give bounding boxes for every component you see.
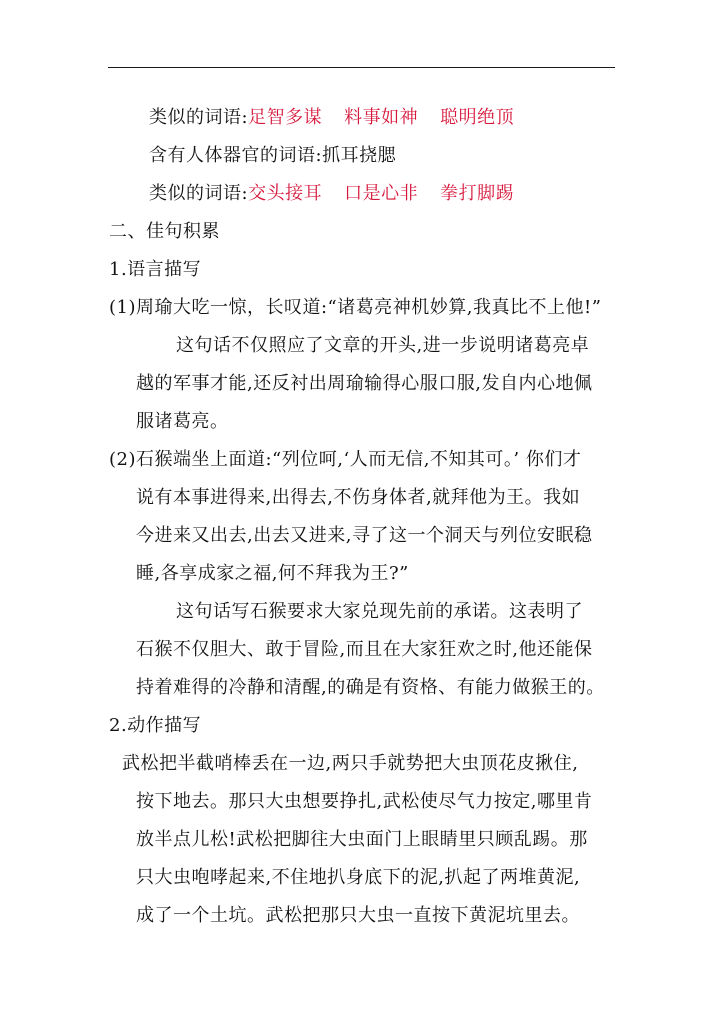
similar-words-label: 类似的词语:: [149, 107, 249, 128]
quote-line: (1)周瑜大吃一惊，长叹道:“诸葛亮神机妙算,我真比不上他!”: [109, 297, 602, 318]
header-rule: [108, 67, 615, 68]
subheading-language: 1.语言描写: [109, 259, 202, 280]
note-line: 石猴不仅胆大、敢于冒险,而且在大家狂欢之时,他还能保: [136, 639, 593, 660]
similar-word: 交头接耳: [248, 183, 323, 204]
note-line: 持着难得的冷静和清醒,的确是有资格、有能力做猴王的。: [136, 677, 605, 698]
similar-words-line-2: [149, 182, 514, 206]
similar-word: 拳打脚踢: [440, 183, 515, 204]
section-heading: 二、佳句积累: [109, 221, 220, 242]
passage-line: 只大虫咆哮起来,不住地扒身底下的泥,扒起了两堆黄泥,: [136, 867, 581, 888]
quote-line: (2)石猴端坐上面道:“列位呵,‘人而无信,不知其可。’ 你们才: [109, 449, 582, 470]
similar-word: 聪明绝顶: [440, 107, 515, 128]
similar-word: 口是心非: [344, 183, 419, 204]
similar-words-label: 类似的词语:: [149, 183, 249, 204]
organ-words-label: 含有人体器官的词语:: [149, 145, 323, 166]
passage-line: 成了一个土坑。武松把那只大虫一直按下黄泥坑里去。: [136, 905, 580, 926]
similar-word: 足智多谋: [248, 107, 323, 128]
note-line: 服诸葛亮。: [136, 411, 229, 432]
note-line: 越的军事才能,还反衬出周瑜输得心服口服,发自内心地佩: [136, 373, 593, 394]
note-line: 这句话不仅照应了文章的开头,进一步说明诸葛亮卓: [176, 335, 590, 356]
passage-line: 武松把半截哨棒丢在一边,两只手就势把大虫顶花皮揪住,: [122, 753, 579, 774]
quote-line: 说有本事进得来,出得去,不伤身体者,就拜他为王。我如: [136, 487, 581, 508]
subheading-action: 2.动作描写: [109, 715, 202, 736]
quote-line: 睡,各享成家之福,何不拜我为王?”: [136, 563, 409, 584]
note-line: 这句话写石猴要求大家兑现先前的承诺。这表明了: [176, 601, 583, 622]
similar-words-line-1: [149, 106, 514, 130]
passage-line: 放半点儿松!武松把脚往大虫面门上眼睛里只顾乱踢。那: [136, 829, 588, 850]
organ-word: 抓耳挠腮: [322, 145, 397, 166]
organ-words-line: [149, 144, 396, 168]
quote-line: 今进来又出去,出去又进来,寻了这一个洞天与列位安眠稳: [136, 525, 593, 546]
similar-word: 料事如神: [344, 107, 419, 128]
passage-line: 按下地去。那只大虫想要挣扎,武松使尽气力按定,哪里肯: [136, 791, 593, 812]
